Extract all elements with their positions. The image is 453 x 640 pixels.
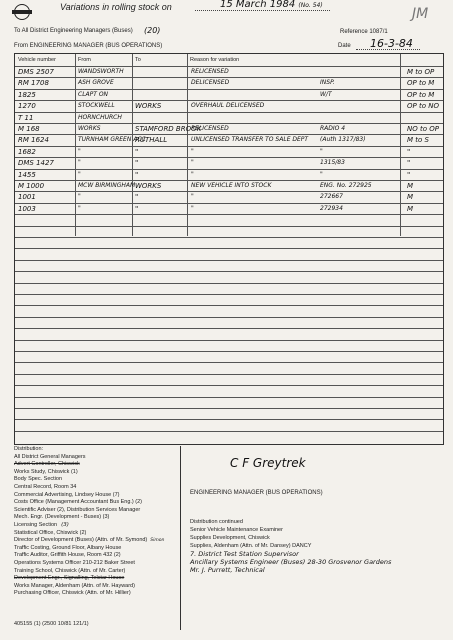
cell-vehicle: 1001 bbox=[18, 193, 36, 202]
cell-from: ASH GROVE bbox=[78, 79, 114, 87]
distribution-item-text: Works Manager, Aldenham (Attn. of Mr. Hayward) bbox=[14, 582, 135, 589]
table-rule bbox=[15, 157, 443, 158]
table-column-rule bbox=[75, 54, 76, 236]
distribution-item-text: Commercial Advertising, Lindsey House (7) bbox=[14, 491, 120, 498]
table-rule bbox=[15, 248, 443, 249]
cell-vehicle: RM 1708 bbox=[18, 79, 49, 88]
table-rule bbox=[15, 431, 443, 432]
cell-to: " bbox=[135, 204, 139, 213]
distribution-continued bbox=[190, 518, 391, 574]
distribution-item-text: Scientific Adviser (2), Distribution Services Manager bbox=[14, 506, 141, 513]
distribution-item-text: Training School, Chiswick (Attn. of Mr. Carter) bbox=[14, 567, 126, 574]
cell-extra: " bbox=[320, 147, 323, 155]
cell-from: " bbox=[78, 170, 81, 178]
cell-vehicle: DMS 2507 bbox=[18, 68, 54, 76]
cell-extra: ENG. No. 272925 bbox=[320, 182, 372, 189]
cell-vehicle: DMS 1427 bbox=[18, 159, 54, 168]
distribution-continued-item: Ancillary Systems Engineer (Buses) 28-30 Grosvenor Gardens bbox=[190, 558, 392, 566]
from-line: From ENGINEERING MANAGER (BUS OPERATIONS) bbox=[14, 43, 163, 49]
table-rule bbox=[15, 317, 443, 318]
distribution-item-text: All District General Managers bbox=[14, 453, 86, 460]
distribution-heading: Distribution: bbox=[14, 446, 44, 452]
cell-extra: W/T bbox=[320, 90, 332, 98]
cell-extra: INSP. bbox=[320, 79, 335, 87]
cell-from: " bbox=[78, 193, 81, 201]
cell-code: NO to OP bbox=[407, 125, 439, 133]
table-rule bbox=[15, 305, 443, 306]
form-title: Variations in rolling stock on bbox=[60, 2, 172, 12]
col-vehicle-number: Vehicle number bbox=[18, 57, 56, 63]
distribution-continued-item: 7. District Test Station Supervisor bbox=[190, 550, 299, 558]
cell-vehicle: RM 1624 bbox=[18, 136, 49, 145]
table-rule bbox=[15, 397, 443, 398]
distribution-item-text: Development Engr., Signalling, Telstar House bbox=[14, 575, 125, 582]
distribution-continued-item: Mr. J. Purrett, Technical bbox=[190, 566, 265, 574]
table-rule bbox=[15, 180, 443, 181]
cell-vehicle: 1455 bbox=[18, 170, 36, 179]
table-column-rule bbox=[400, 54, 401, 236]
table-rule bbox=[15, 191, 443, 192]
table-rule bbox=[15, 260, 443, 261]
cell-code: " bbox=[407, 159, 411, 168]
cell-reason: " bbox=[191, 204, 194, 212]
cell-to: " bbox=[135, 170, 139, 179]
cell-code: OP to M bbox=[407, 90, 435, 99]
table-rule bbox=[15, 123, 443, 124]
distribution-continued-item: Senior Vehicle Maintenance Examiner bbox=[190, 527, 283, 533]
cell-reason: NEW VEHICLE INTO STOCK bbox=[191, 182, 272, 189]
cell-vehicle: 1270 bbox=[18, 102, 36, 111]
table-rule bbox=[15, 340, 443, 341]
table-rule bbox=[15, 351, 443, 352]
variation-table bbox=[14, 53, 444, 445]
cell-extra: " bbox=[320, 170, 323, 178]
table-rule bbox=[15, 89, 443, 90]
cell-code: M bbox=[407, 204, 414, 213]
distribution-item-text: Director of Development (Buses) (Attn. of Mr. Symond) bbox=[14, 537, 148, 544]
cell-from: " bbox=[78, 147, 81, 155]
cell-from: WORKS bbox=[78, 125, 101, 132]
date-value: 16-3-84 bbox=[370, 37, 413, 50]
cell-reason: RELICENSED bbox=[191, 68, 229, 75]
distribution-item-text: Traffic Auditor, Griffith House, Room 432 (2) bbox=[14, 552, 121, 559]
cell-reason: RELICENSED bbox=[191, 125, 229, 132]
london-transport-roundel-icon bbox=[14, 4, 30, 20]
cell-reason: " bbox=[191, 159, 194, 167]
cell-extra: RADIO 4 bbox=[320, 125, 346, 132]
cell-reason: " bbox=[191, 170, 194, 178]
table-rule bbox=[15, 237, 443, 238]
table-rule bbox=[15, 100, 443, 101]
to-number: (20) bbox=[144, 26, 161, 35]
cell-from: " bbox=[78, 159, 81, 167]
table-rule bbox=[15, 77, 443, 78]
distribution-item-text: Operations Systems Officer 210-212 Baker Street bbox=[14, 559, 135, 566]
table-rule bbox=[15, 66, 443, 67]
cell-code: " bbox=[407, 147, 411, 156]
cell-to: RUTHALL bbox=[135, 136, 168, 145]
cell-from: TURNHAM GREEN ACC bbox=[78, 136, 146, 144]
distribution-item-text: Costs Office (Management Accountant Bus Eng.) (2) bbox=[14, 499, 142, 506]
distribution-continued-item: Distribution continued bbox=[190, 519, 243, 525]
cell-code: OP to M bbox=[407, 79, 435, 88]
cell-from: WANDSWORTH bbox=[78, 68, 124, 75]
cell-vehicle: T 11 bbox=[18, 113, 34, 122]
cell-to: " bbox=[135, 147, 139, 156]
licensing-count: (3) bbox=[61, 521, 69, 528]
cell-to: " bbox=[135, 193, 139, 202]
table-rule bbox=[15, 271, 443, 272]
signature: C F Greytrek bbox=[230, 456, 306, 470]
table-rule bbox=[15, 112, 443, 113]
table-rule bbox=[15, 203, 443, 204]
distribution-item-text: Advert Controller, Chiswick bbox=[14, 461, 80, 468]
cell-code: OP to NO bbox=[407, 102, 439, 111]
cell-reason: " bbox=[191, 193, 194, 201]
cell-to: WORKS bbox=[135, 102, 162, 111]
cell-vehicle: M 1000 bbox=[18, 182, 45, 190]
distribution-item-text: Body Spec. Section bbox=[14, 476, 63, 483]
cell-to: STAMFORD BROOK bbox=[135, 125, 202, 133]
distribution-item-text: Traffic Costing, Ground Floor, Albany House bbox=[14, 544, 122, 551]
date-label: Date bbox=[338, 43, 351, 49]
cell-extra: 1315/83 bbox=[320, 159, 345, 167]
cell-reason: DELICENSED bbox=[191, 79, 230, 87]
cell-from: STOCKWELL bbox=[78, 102, 115, 110]
cell-extra: (Auth 1317/83) bbox=[320, 136, 366, 144]
col-from: From bbox=[78, 57, 91, 63]
table-rule bbox=[15, 419, 443, 420]
table-column-rule bbox=[132, 54, 133, 236]
cell-extra: 272667 bbox=[320, 193, 343, 201]
form-footer: 405155 (1) (2500 10/81 121/1) bbox=[14, 621, 89, 627]
title-underline bbox=[195, 10, 330, 11]
distribution-continued-item: Supplies Development, Chiswick bbox=[190, 535, 270, 541]
distribution-item-text: Central Record, Room 34 bbox=[14, 483, 77, 490]
table-rule bbox=[15, 408, 443, 409]
cell-from: " bbox=[78, 204, 81, 212]
director-note: Simon bbox=[150, 538, 165, 544]
cell-from: HORNCHURCH bbox=[78, 113, 122, 121]
cell-vehicle: 1003 bbox=[18, 204, 36, 213]
distribution-item-text: Statistical Office, Chiswick (2) bbox=[14, 529, 87, 536]
cell-from: CLAPT ON bbox=[78, 90, 109, 98]
distribution-item-text: Works Study, Chiswick (1) bbox=[14, 468, 78, 475]
table-rule bbox=[15, 374, 443, 375]
reference: Reference 1087/1 bbox=[340, 29, 388, 35]
cell-vehicle: 1825 bbox=[18, 90, 36, 99]
table-column-rule bbox=[187, 54, 188, 236]
title-date: 15 March 1984 (No. 54) bbox=[220, 0, 323, 10]
cell-code: M bbox=[407, 182, 414, 190]
col-to: To bbox=[135, 57, 141, 63]
cell-code: M bbox=[407, 193, 414, 202]
cell-reason: UNLICENSED TRANSFER TO SALE DEPT bbox=[191, 136, 309, 144]
cell-from: MCW BIRMINGHAM bbox=[78, 182, 136, 189]
table-rule bbox=[15, 169, 443, 170]
table-rule bbox=[15, 328, 443, 329]
engineering-manager-label: ENGINEERING MANAGER (BUS OPERATIONS) bbox=[190, 490, 323, 496]
distribution-item-text: Licensing Section bbox=[14, 521, 58, 528]
cell-extra: 272934 bbox=[320, 204, 343, 212]
cell-vehicle: M 168 bbox=[18, 125, 40, 133]
table-rule bbox=[15, 385, 443, 386]
distribution-item-text: Purchasing Officer, Chiswick (Attn. of Mr. Hillier) bbox=[14, 590, 131, 597]
table-rule bbox=[15, 214, 443, 215]
cell-to: " bbox=[135, 159, 139, 168]
table-rule bbox=[15, 134, 443, 135]
cell-code: M to OP bbox=[407, 68, 435, 76]
cell-reason: " bbox=[191, 147, 194, 155]
distribution-item-text: Mech. Engr. (Development - Buses) (3) bbox=[14, 514, 110, 521]
to-line: To All District Engineering Managers (Buses) bbox=[14, 28, 133, 34]
handwritten-initials: JM bbox=[412, 6, 429, 22]
cell-code: M to S bbox=[407, 136, 429, 145]
table-rule bbox=[15, 294, 443, 295]
cell-reason: OVERHAUL DELICENSED bbox=[191, 102, 265, 110]
cell-vehicle: 1682 bbox=[18, 147, 36, 156]
table-rule bbox=[15, 283, 443, 284]
table-rule bbox=[15, 362, 443, 363]
col-reason: Reason for variation bbox=[190, 57, 240, 63]
table-rule bbox=[15, 146, 443, 147]
table-rule bbox=[15, 226, 443, 227]
cell-code: " bbox=[407, 170, 411, 179]
cell-to: WORKS bbox=[135, 182, 162, 190]
distribution-continued-item: Supplies, Aldenham (Attn. of Mr. Dansey) DANCY bbox=[190, 543, 312, 549]
